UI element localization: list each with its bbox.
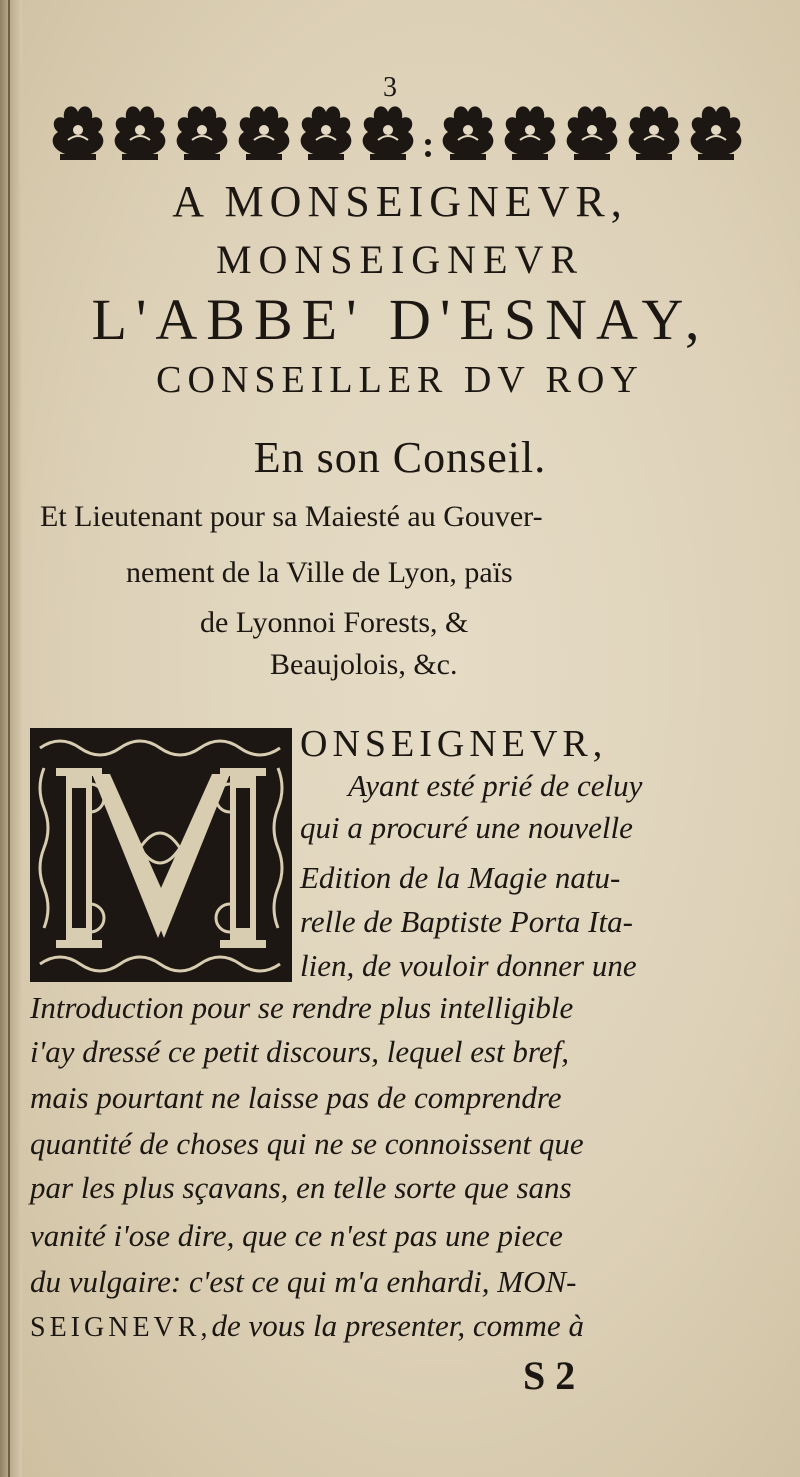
body-line-last bbox=[30, 1308, 584, 1344]
body-line: par les plus sçavans, en telle sorte que sans bbox=[30, 1170, 572, 1205]
body-line: du vulgaire: c'est ce qui m'a enhardi, MON- bbox=[30, 1264, 577, 1299]
last-line-caps: SEIGNEVR, bbox=[30, 1312, 212, 1343]
body-line: relle de Baptiste Porta Ita- bbox=[300, 904, 633, 939]
last-line-rest: de vous la presenter, comme à bbox=[211, 1308, 584, 1343]
opening-word: ONSEIGNEVR, bbox=[300, 723, 608, 765]
body-line: quantité de choses qui ne se connoissent que bbox=[30, 1126, 584, 1161]
subtitle-line-1: Et Lieutenant pour sa Maiesté au Gouver- bbox=[40, 500, 543, 533]
title-line-dedication: A MONSEIGNEVR, bbox=[172, 177, 628, 226]
body-line: qui a procuré une nouvelle bbox=[300, 810, 633, 845]
body-line: Introduction pour se rendre plus intelligible bbox=[30, 990, 574, 1025]
title-line-honorific: MONSEIGNEVR bbox=[215, 237, 585, 282]
body-line: i'ay dressé ce petit discours, lequel est bref, bbox=[30, 1034, 569, 1069]
subtitle-line-3: de Lyonnoi Forests, & bbox=[200, 606, 469, 639]
decorated-initial-m-icon bbox=[30, 728, 292, 982]
subtitle-line-2: nement de la Ville de Lyon, païs bbox=[126, 556, 513, 589]
title-line-conseil: En son Conseil. bbox=[253, 433, 547, 482]
signature-mark: S 2 bbox=[523, 1353, 576, 1398]
title-line-conseiller: CONSEILLER DV ROY bbox=[156, 359, 644, 401]
body-line: vanité i'ose dire, que ce n'est pas une piece bbox=[30, 1218, 563, 1253]
fleuron-ornament-icon bbox=[46, 96, 766, 166]
body-line: mais pourtant ne laisse pas de comprendre bbox=[30, 1080, 562, 1115]
subtitle-line-4: Beaujolois, &c. bbox=[270, 648, 458, 681]
page-number: 3 bbox=[383, 72, 397, 103]
body-line: lien, de vouloir donner une bbox=[300, 948, 637, 983]
body-line: Ayant esté prié de celuy bbox=[348, 768, 643, 803]
title-line-abbe: L'ABBE' D'ESNAY, bbox=[91, 287, 709, 352]
body-line: Edition de la Magie natu- bbox=[300, 860, 621, 895]
